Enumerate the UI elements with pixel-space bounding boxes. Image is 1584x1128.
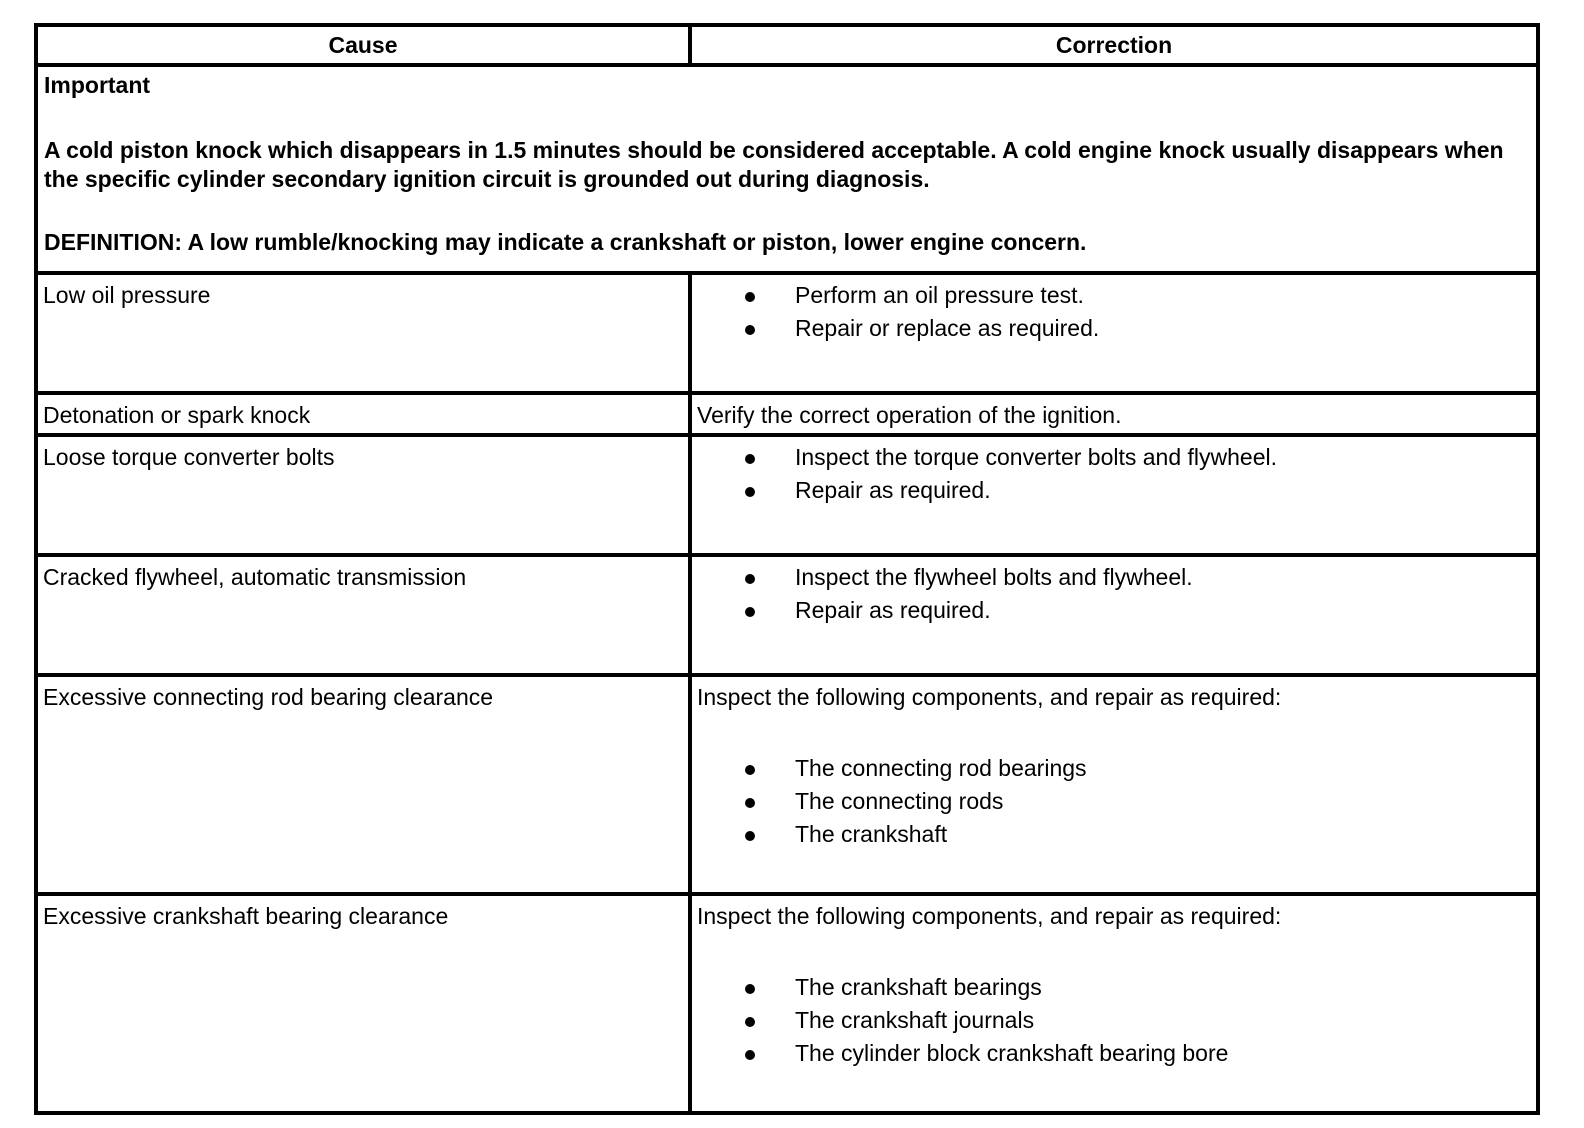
correction-list [697, 752, 1531, 851]
list-item: The connecting rod bearings [697, 752, 1531, 785]
table-row [36, 273, 1538, 393]
important-row [36, 65, 1538, 273]
list-item: Repair as required. [697, 594, 1531, 627]
table-row [36, 555, 1538, 675]
table-row [36, 435, 1538, 555]
list-item: The connecting rods [697, 785, 1531, 818]
list-item: Inspect the flywheel bolts and flywheel. [697, 561, 1531, 594]
cause-cell [36, 273, 690, 393]
cause-text: Low oil pressure [43, 282, 211, 308]
bullet-icon [745, 798, 755, 808]
bullet-icon [745, 487, 755, 497]
correction-cell [690, 393, 1538, 435]
bullet-icon [745, 1050, 755, 1060]
cause-text: Loose torque converter bolts [43, 444, 335, 470]
correction-cell [690, 555, 1538, 675]
correction-cell [690, 894, 1538, 1113]
bullet-icon [745, 292, 755, 302]
list-item: The crankshaft bearings [697, 971, 1531, 1004]
cause-cell [36, 393, 690, 435]
list-item: Perform an oil pressure test. [697, 279, 1531, 312]
bullet-icon [745, 454, 755, 464]
correction-cell [690, 273, 1538, 393]
important-text: A cold piston knock which disappears in 1.5 minutes should be considered acceptable. A cold engine knock usually disappears when the specific cylinder secondary ignition circuit is grounded out during diagnosis. [44, 137, 1504, 192]
bullet-icon [745, 325, 755, 335]
list-item: The crankshaft [697, 818, 1531, 851]
cause-cell [36, 675, 690, 894]
cause-text: Excessive crankshaft bearing clearance [43, 903, 449, 929]
cause-text: Excessive connecting rod bearing clearance [43, 684, 494, 710]
list-item: Repair as required. [697, 474, 1531, 507]
correction-list [697, 561, 1531, 627]
correction-list [697, 279, 1531, 345]
correction-intro: Inspect the following components, and repair as required: [697, 903, 1282, 929]
bullet-icon [745, 765, 755, 775]
list-item: The cylinder block crankshaft bearing bore [697, 1037, 1531, 1070]
table-row [36, 894, 1538, 1113]
table-row [36, 393, 1538, 435]
correction-cell [690, 675, 1538, 894]
bullet-icon [745, 984, 755, 994]
list-item: Inspect the torque converter bolts and flywheel. [697, 441, 1531, 474]
correction-cell [690, 435, 1538, 555]
cause-cell [36, 435, 690, 555]
important-note [36, 65, 1538, 273]
cause-cell [36, 555, 690, 675]
bullet-icon [745, 1017, 755, 1027]
correction-list [697, 971, 1531, 1070]
cause-text: Detonation or spark knock [43, 402, 311, 428]
header-correction: Correction [690, 25, 1538, 65]
bullet-icon [745, 831, 755, 841]
correction-list [697, 441, 1531, 507]
header-row [36, 25, 1538, 65]
correction-text: Verify the correct operation of the ignition. [697, 402, 1122, 428]
cause-cell [36, 894, 690, 1113]
important-heading: Important [44, 72, 151, 98]
list-item: Repair or replace as required. [697, 312, 1531, 345]
header-cause: Cause [36, 25, 690, 65]
bullet-icon [745, 574, 755, 584]
cause-text: Cracked flywheel, automatic transmission [43, 564, 467, 590]
list-item: The crankshaft journals [697, 1004, 1531, 1037]
table-row [36, 675, 1538, 894]
correction-intro: Inspect the following components, and repair as required: [697, 684, 1282, 710]
definition-text: DEFINITION: A low rumble/knocking may indicate a crankshaft or piston, lower engine concern. [44, 229, 1087, 255]
diagnosis-table [34, 23, 1540, 1115]
bullet-icon [745, 607, 755, 617]
